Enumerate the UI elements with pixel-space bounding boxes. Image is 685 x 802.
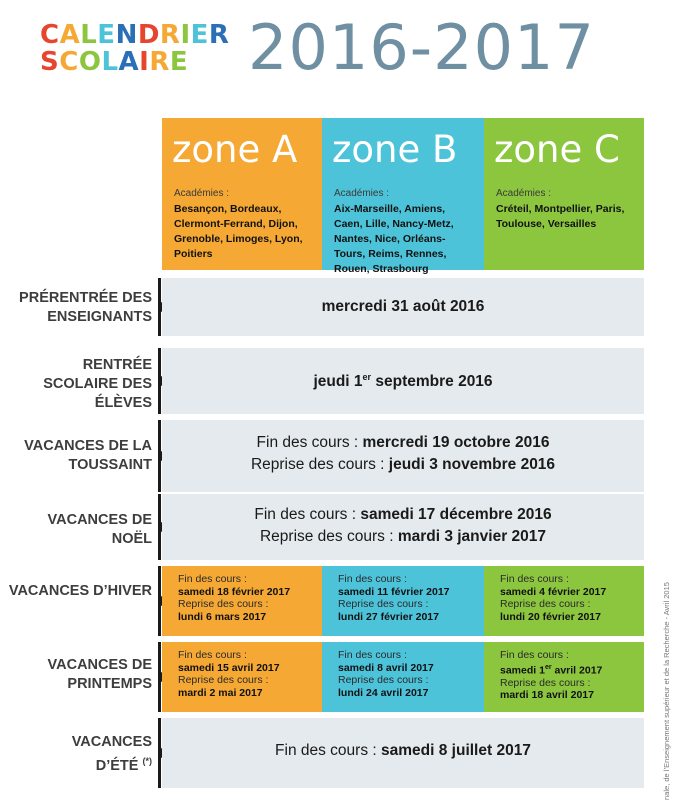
zone-a-academies-label: Académies : [174,188,230,199]
hiver-zone-c: Fin des cours : samedi 4 février 2017 Reprise des cours : lundi 20 février 2017 [484,566,644,636]
zone-c-academies-list: Créteil, Montpellier, Paris, Toulouse, Versailles [496,203,625,230]
logo-letter: E [190,20,209,50]
logo-letter: R [208,20,230,50]
zone-c-academies-label: Académies : [496,188,552,199]
school-year-title: 2016-2017 [248,11,595,84]
row-label-rentree: RENTRÉE SCOLAIRE DES ÉLÈVES [43,357,152,411]
logo-letter: C [40,20,60,50]
logo-letter: I [139,47,150,77]
zone-a-academies-list: Besançon, Bordeaux, Clermont-Ferrand, Dijon, Grenoble, Limoges, Lyon, Poitiers [174,203,303,260]
logo-letter: S [40,47,60,77]
toussaint-end: Fin des cours : mercredi 19 octobre 2016 [256,434,550,451]
zone-c-header [484,118,644,270]
logo-letter: N [115,20,138,50]
row-label-toussaint: VACANCES DE LA TOUSSAINT [24,438,152,473]
printemps-zone-a: Fin des cours : samedi 15 avril 2017 Reprise des cours : mardi 2 mai 2017 [162,642,322,712]
logo-letter: R [159,20,181,50]
zone-a-header [162,118,322,270]
zone-b-header [322,118,484,275]
noel-resume: Reprise des cours : mardi 3 janvier 2017 [259,528,547,545]
toussaint-resume: Reprise des cours : jeudi 3 novembre 2016 [250,456,556,473]
logo-line-calendrier [40,22,229,49]
logo-letter: O [78,47,102,77]
ete-end: Fin des cours : samedi 8 juillet 2017 [275,742,531,759]
printemps-zone-b: Fin des cours : samedi 8 avril 2017 Reprise des cours : lundi 24 avril 2017 [322,642,484,712]
rentree-date: jeudi 1er septembre 2016 [313,372,493,391]
logo-letter: I [180,20,191,50]
side-credit-text: nale, de l’Enseignement supérieur et de la Recherche - Avril 2015 [662,582,671,800]
zone-b-academies-list: Aix-Marseille, Amiens, Caen, Lille, Nancy-Metz, Nantes, Nice, Orléans-Tours, Reims, Rennes, Rouen, Strasbourg [334,203,454,275]
row-band-rentree [162,348,644,414]
row-label-prerentree: PRÉRENTRÉE DES ENSEIGNANTS [19,290,152,325]
row-band-noel [162,494,644,560]
logo-letter: D [137,20,160,50]
logo-letter: L [101,47,119,77]
row-label-printemps: VACANCES DE PRINTEMPS [47,657,152,692]
row-label-hiver: VACANCES D’HIVER [8,583,152,599]
calendar-logo [40,22,229,76]
logo-letter: E [169,47,189,77]
row-label-ete: VACANCES D’ÉTÉ (*) [71,734,152,774]
logo-letter: R [149,47,170,77]
printemps-zone-c: Fin des cours : samedi 1er avril 2017 Reprise des cours : mardi 18 avril 2017 [484,642,644,712]
logo-letter: A [59,20,81,50]
logo-line-scolaire [40,49,229,76]
logo-letter: A [118,47,140,77]
row-band-toussaint [162,420,644,492]
hiver-zone-b: Fin des cours : samedi 11 février 2017 Reprise des cours : lundi 27 février 2017 [322,566,484,636]
noel-end: Fin des cours : samedi 17 décembre 2016 [254,506,552,523]
zone-a-title: zone A [172,128,298,171]
row-band-prerentree [162,278,644,336]
logo-letter: C [59,47,79,77]
logo-letter: L [80,20,98,50]
row-label-noel: VACANCES DE NOËL [47,512,152,547]
row-band-ete [162,718,644,788]
zone-c-title: zone C [494,128,620,171]
logo-letter: E [97,20,116,50]
prerentree-date: mercredi 31 août 2016 [321,298,485,315]
zone-b-academies-label: Académies : [334,188,390,199]
hiver-zone-a: Fin des cours : samedi 18 février 2017 Reprise des cours : lundi 6 mars 2017 [162,566,322,636]
zone-b-title: zone B [332,128,458,171]
